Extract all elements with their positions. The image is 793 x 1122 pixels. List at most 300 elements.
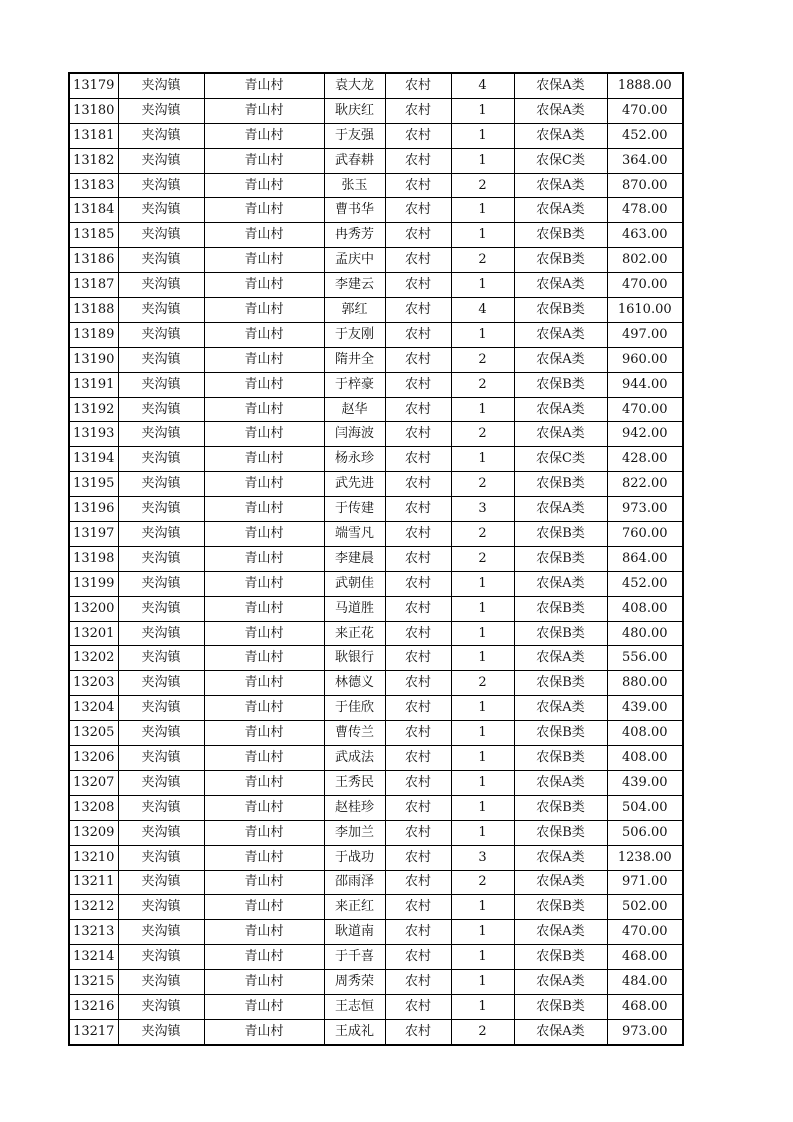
row-number-cell: 13198 — [69, 546, 118, 571]
household-size-cell: 4 — [451, 73, 514, 98]
insurance-category-cell: 农保B类 — [514, 522, 607, 547]
village-cell: 青山村 — [204, 571, 324, 596]
village-cell: 青山村 — [204, 497, 324, 522]
row-number-cell: 13217 — [69, 1019, 118, 1044]
row-number-cell: 13210 — [69, 845, 118, 870]
household-size-cell: 2 — [451, 372, 514, 397]
insurance-category-cell: 农保B类 — [514, 671, 607, 696]
household-type-cell: 农村 — [385, 621, 451, 646]
village-cell: 青山村 — [204, 721, 324, 746]
person-name-cell: 武朝佳 — [324, 571, 385, 596]
insurance-category-cell: 农保B类 — [514, 546, 607, 571]
insurance-category-cell: 农保A类 — [514, 73, 607, 98]
amount-cell: 1238.00 — [607, 845, 683, 870]
village-cell: 青山村 — [204, 994, 324, 1019]
row-number-cell: 13196 — [69, 497, 118, 522]
row-number-cell: 13197 — [69, 522, 118, 547]
household-type-cell: 农村 — [385, 522, 451, 547]
household-type-cell: 农村 — [385, 646, 451, 671]
household-size-cell: 2 — [451, 422, 514, 447]
village-cell: 青山村 — [204, 148, 324, 173]
amount-cell: 452.00 — [607, 571, 683, 596]
person-name-cell: 王志恒 — [324, 994, 385, 1019]
table-row — [69, 273, 683, 298]
town-cell: 夹沟镇 — [118, 73, 204, 98]
amount-cell: 960.00 — [607, 347, 683, 372]
amount-cell: 480.00 — [607, 621, 683, 646]
person-name-cell: 来正花 — [324, 621, 385, 646]
town-cell: 夹沟镇 — [118, 397, 204, 422]
town-cell: 夹沟镇 — [118, 98, 204, 123]
village-cell: 青山村 — [204, 347, 324, 372]
household-size-cell: 1 — [451, 273, 514, 298]
household-size-cell: 1 — [451, 123, 514, 148]
village-cell: 青山村 — [204, 322, 324, 347]
household-type-cell: 农村 — [385, 870, 451, 895]
household-type-cell: 农村 — [385, 671, 451, 696]
insurance-category-cell: 农保A类 — [514, 123, 607, 148]
row-number-cell: 13188 — [69, 298, 118, 323]
row-number-cell: 13194 — [69, 447, 118, 472]
village-cell: 青山村 — [204, 746, 324, 771]
household-size-cell: 2 — [451, 522, 514, 547]
amount-cell: 973.00 — [607, 497, 683, 522]
household-size-cell: 1 — [451, 223, 514, 248]
table-row — [69, 447, 683, 472]
table-row — [69, 73, 683, 98]
row-number-cell: 13187 — [69, 273, 118, 298]
person-name-cell: 来正红 — [324, 895, 385, 920]
village-cell: 青山村 — [204, 1019, 324, 1044]
town-cell: 夹沟镇 — [118, 372, 204, 397]
household-size-cell: 4 — [451, 298, 514, 323]
person-name-cell: 李加兰 — [324, 820, 385, 845]
insurance-category-cell: 农保A类 — [514, 98, 607, 123]
row-number-cell: 13179 — [69, 73, 118, 98]
household-size-cell: 3 — [451, 845, 514, 870]
person-name-cell: 于战功 — [324, 845, 385, 870]
table-row — [69, 347, 683, 372]
household-size-cell: 1 — [451, 447, 514, 472]
row-number-cell: 13186 — [69, 248, 118, 273]
insurance-category-cell: 农保B类 — [514, 994, 607, 1019]
amount-cell: 802.00 — [607, 248, 683, 273]
person-name-cell: 耿庆红 — [324, 98, 385, 123]
household-type-cell: 农村 — [385, 1019, 451, 1044]
row-number-cell: 13214 — [69, 945, 118, 970]
insurance-category-cell: 农保A类 — [514, 845, 607, 870]
town-cell: 夹沟镇 — [118, 770, 204, 795]
insurance-category-cell: 农保A类 — [514, 273, 607, 298]
insurance-category-cell: 农保A类 — [514, 397, 607, 422]
table-row — [69, 820, 683, 845]
insurance-category-cell: 农保B类 — [514, 223, 607, 248]
amount-cell: 971.00 — [607, 870, 683, 895]
village-cell: 青山村 — [204, 820, 324, 845]
village-cell: 青山村 — [204, 671, 324, 696]
amount-cell: 1888.00 — [607, 73, 683, 98]
table-row — [69, 497, 683, 522]
amount-cell: 364.00 — [607, 148, 683, 173]
insurance-category-cell: 农保B类 — [514, 372, 607, 397]
town-cell: 夹沟镇 — [118, 746, 204, 771]
household-size-cell: 1 — [451, 621, 514, 646]
amount-cell: 497.00 — [607, 322, 683, 347]
insurance-category-cell: 农保A类 — [514, 970, 607, 995]
person-name-cell: 马道胜 — [324, 596, 385, 621]
household-size-cell: 1 — [451, 970, 514, 995]
amount-cell: 973.00 — [607, 1019, 683, 1044]
town-cell: 夹沟镇 — [118, 546, 204, 571]
table-row — [69, 173, 683, 198]
household-type-cell: 农村 — [385, 173, 451, 198]
person-name-cell: 李建云 — [324, 273, 385, 298]
village-cell: 青山村 — [204, 845, 324, 870]
village-cell: 青山村 — [204, 173, 324, 198]
amount-cell: 468.00 — [607, 945, 683, 970]
town-cell: 夹沟镇 — [118, 596, 204, 621]
table-row — [69, 298, 683, 323]
household-type-cell: 农村 — [385, 472, 451, 497]
household-type-cell: 农村 — [385, 970, 451, 995]
household-type-cell: 农村 — [385, 123, 451, 148]
household-size-cell: 2 — [451, 472, 514, 497]
table-row — [69, 422, 683, 447]
household-type-cell: 农村 — [385, 721, 451, 746]
village-cell: 青山村 — [204, 870, 324, 895]
table-row — [69, 372, 683, 397]
household-size-cell: 1 — [451, 795, 514, 820]
town-cell: 夹沟镇 — [118, 497, 204, 522]
row-number-cell: 13199 — [69, 571, 118, 596]
town-cell: 夹沟镇 — [118, 696, 204, 721]
village-cell: 青山村 — [204, 98, 324, 123]
insurance-category-cell: 农保A类 — [514, 770, 607, 795]
household-size-cell: 1 — [451, 721, 514, 746]
insurance-category-cell: 农保B类 — [514, 298, 607, 323]
household-type-cell: 农村 — [385, 945, 451, 970]
household-size-cell: 2 — [451, 671, 514, 696]
amount-cell: 870.00 — [607, 173, 683, 198]
row-number-cell: 13209 — [69, 820, 118, 845]
town-cell: 夹沟镇 — [118, 1019, 204, 1044]
row-number-cell: 13204 — [69, 696, 118, 721]
town-cell: 夹沟镇 — [118, 671, 204, 696]
insurance-category-cell: 农保A类 — [514, 696, 607, 721]
table-row — [69, 571, 683, 596]
household-size-cell: 1 — [451, 198, 514, 223]
town-cell: 夹沟镇 — [118, 322, 204, 347]
village-cell: 青山村 — [204, 198, 324, 223]
household-type-cell: 农村 — [385, 372, 451, 397]
household-type-cell: 农村 — [385, 696, 451, 721]
village-cell: 青山村 — [204, 696, 324, 721]
household-size-cell: 1 — [451, 646, 514, 671]
table-row — [69, 123, 683, 148]
table-row — [69, 696, 683, 721]
village-cell: 青山村 — [204, 646, 324, 671]
village-cell: 青山村 — [204, 546, 324, 571]
person-name-cell: 袁大龙 — [324, 73, 385, 98]
row-number-cell: 13193 — [69, 422, 118, 447]
town-cell: 夹沟镇 — [118, 795, 204, 820]
town-cell: 夹沟镇 — [118, 621, 204, 646]
household-size-cell: 3 — [451, 497, 514, 522]
household-size-cell: 1 — [451, 148, 514, 173]
person-name-cell: 武春耕 — [324, 148, 385, 173]
amount-cell: 439.00 — [607, 696, 683, 721]
household-size-cell: 2 — [451, 870, 514, 895]
town-cell: 夹沟镇 — [118, 273, 204, 298]
row-number-cell: 13189 — [69, 322, 118, 347]
table-row — [69, 596, 683, 621]
row-number-cell: 13212 — [69, 895, 118, 920]
town-cell: 夹沟镇 — [118, 123, 204, 148]
row-number-cell: 13211 — [69, 870, 118, 895]
household-size-cell: 1 — [451, 322, 514, 347]
table-row — [69, 397, 683, 422]
row-number-cell: 13180 — [69, 98, 118, 123]
village-cell: 青山村 — [204, 372, 324, 397]
amount-cell: 942.00 — [607, 422, 683, 447]
household-type-cell: 农村 — [385, 895, 451, 920]
amount-cell: 556.00 — [607, 646, 683, 671]
person-name-cell: 耿银行 — [324, 646, 385, 671]
amount-cell: 478.00 — [607, 198, 683, 223]
household-size-cell: 1 — [451, 696, 514, 721]
household-size-cell: 1 — [451, 820, 514, 845]
village-cell: 青山村 — [204, 596, 324, 621]
household-type-cell: 农村 — [385, 994, 451, 1019]
household-type-cell: 农村 — [385, 746, 451, 771]
village-cell: 青山村 — [204, 920, 324, 945]
town-cell: 夹沟镇 — [118, 721, 204, 746]
village-cell: 青山村 — [204, 298, 324, 323]
person-name-cell: 周秀荣 — [324, 970, 385, 995]
person-name-cell: 张玉 — [324, 173, 385, 198]
table-row — [69, 920, 683, 945]
amount-cell: 439.00 — [607, 770, 683, 795]
table-row — [69, 98, 683, 123]
insurance-category-cell: 农保B类 — [514, 721, 607, 746]
records-table-body — [69, 73, 683, 1045]
amount-cell: 470.00 — [607, 273, 683, 298]
household-size-cell: 1 — [451, 596, 514, 621]
town-cell: 夹沟镇 — [118, 248, 204, 273]
town-cell: 夹沟镇 — [118, 472, 204, 497]
village-cell: 青山村 — [204, 422, 324, 447]
insurance-category-cell: 农保B类 — [514, 621, 607, 646]
village-cell: 青山村 — [204, 895, 324, 920]
household-size-cell: 1 — [451, 994, 514, 1019]
household-type-cell: 农村 — [385, 198, 451, 223]
person-name-cell: 武先进 — [324, 472, 385, 497]
row-number-cell: 13202 — [69, 646, 118, 671]
person-name-cell: 王成礼 — [324, 1019, 385, 1044]
household-size-cell: 2 — [451, 248, 514, 273]
household-type-cell: 农村 — [385, 298, 451, 323]
person-name-cell: 于佳欣 — [324, 696, 385, 721]
person-name-cell: 冉秀芳 — [324, 223, 385, 248]
row-number-cell: 13195 — [69, 472, 118, 497]
row-number-cell: 13207 — [69, 770, 118, 795]
person-name-cell: 曹书华 — [324, 198, 385, 223]
household-type-cell: 农村 — [385, 820, 451, 845]
person-name-cell: 于友强 — [324, 123, 385, 148]
row-number-cell: 13184 — [69, 198, 118, 223]
village-cell: 青山村 — [204, 795, 324, 820]
town-cell: 夹沟镇 — [118, 820, 204, 845]
row-number-cell: 13182 — [69, 148, 118, 173]
village-cell: 青山村 — [204, 447, 324, 472]
household-size-cell: 1 — [451, 945, 514, 970]
person-name-cell: 赵桂珍 — [324, 795, 385, 820]
person-name-cell: 邵雨泽 — [324, 870, 385, 895]
person-name-cell: 孟庆中 — [324, 248, 385, 273]
row-number-cell: 13181 — [69, 123, 118, 148]
town-cell: 夹沟镇 — [118, 148, 204, 173]
village-cell: 青山村 — [204, 770, 324, 795]
household-type-cell: 农村 — [385, 248, 451, 273]
row-number-cell: 13216 — [69, 994, 118, 1019]
household-size-cell: 2 — [451, 546, 514, 571]
table-row — [69, 546, 683, 571]
row-number-cell: 13190 — [69, 347, 118, 372]
town-cell: 夹沟镇 — [118, 198, 204, 223]
row-number-cell: 13205 — [69, 721, 118, 746]
amount-cell: 408.00 — [607, 596, 683, 621]
household-size-cell: 2 — [451, 173, 514, 198]
person-name-cell: 杨永珍 — [324, 447, 385, 472]
person-name-cell: 王秀民 — [324, 770, 385, 795]
table-row — [69, 646, 683, 671]
insurance-category-cell: 农保A类 — [514, 870, 607, 895]
household-size-cell: 1 — [451, 397, 514, 422]
row-number-cell: 13200 — [69, 596, 118, 621]
insurance-category-cell: 农保B类 — [514, 746, 607, 771]
household-type-cell: 农村 — [385, 845, 451, 870]
person-name-cell: 于梓豪 — [324, 372, 385, 397]
amount-cell: 470.00 — [607, 397, 683, 422]
table-row — [69, 223, 683, 248]
household-size-cell: 1 — [451, 770, 514, 795]
town-cell: 夹沟镇 — [118, 173, 204, 198]
insurance-category-cell: 农保A类 — [514, 198, 607, 223]
table-row — [69, 994, 683, 1019]
insurance-category-cell: 农保B类 — [514, 945, 607, 970]
amount-cell: 408.00 — [607, 746, 683, 771]
person-name-cell: 郭红 — [324, 298, 385, 323]
village-cell: 青山村 — [204, 522, 324, 547]
household-type-cell: 农村 — [385, 571, 451, 596]
amount-cell: 428.00 — [607, 447, 683, 472]
table-row — [69, 795, 683, 820]
insurance-category-cell: 农保A类 — [514, 422, 607, 447]
person-name-cell: 武成法 — [324, 746, 385, 771]
insurance-category-cell: 农保B类 — [514, 820, 607, 845]
amount-cell: 880.00 — [607, 671, 683, 696]
household-type-cell: 农村 — [385, 223, 451, 248]
town-cell: 夹沟镇 — [118, 994, 204, 1019]
table-row — [69, 472, 683, 497]
person-name-cell: 于友刚 — [324, 322, 385, 347]
village-cell: 青山村 — [204, 970, 324, 995]
town-cell: 夹沟镇 — [118, 223, 204, 248]
person-name-cell: 于传建 — [324, 497, 385, 522]
town-cell: 夹沟镇 — [118, 970, 204, 995]
household-type-cell: 农村 — [385, 596, 451, 621]
village-cell: 青山村 — [204, 621, 324, 646]
table-row — [69, 671, 683, 696]
row-number-cell: 13203 — [69, 671, 118, 696]
person-name-cell: 闫海波 — [324, 422, 385, 447]
amount-cell: 506.00 — [607, 820, 683, 845]
amount-cell: 452.00 — [607, 123, 683, 148]
amount-cell: 463.00 — [607, 223, 683, 248]
insurance-category-cell: 农保A类 — [514, 497, 607, 522]
table-row — [69, 522, 683, 547]
household-type-cell: 农村 — [385, 920, 451, 945]
table-row — [69, 970, 683, 995]
insurance-category-cell: 农保B类 — [514, 248, 607, 273]
person-name-cell: 李建晨 — [324, 546, 385, 571]
household-type-cell: 农村 — [385, 273, 451, 298]
records-table — [68, 72, 684, 1046]
village-cell: 青山村 — [204, 397, 324, 422]
household-type-cell: 农村 — [385, 770, 451, 795]
insurance-category-cell: 农保A类 — [514, 347, 607, 372]
household-size-cell: 2 — [451, 347, 514, 372]
household-type-cell: 农村 — [385, 447, 451, 472]
household-type-cell: 农村 — [385, 422, 451, 447]
table-row — [69, 148, 683, 173]
town-cell: 夹沟镇 — [118, 347, 204, 372]
village-cell: 青山村 — [204, 273, 324, 298]
table-row — [69, 770, 683, 795]
household-type-cell: 农村 — [385, 73, 451, 98]
amount-cell: 944.00 — [607, 372, 683, 397]
village-cell: 青山村 — [204, 73, 324, 98]
town-cell: 夹沟镇 — [118, 298, 204, 323]
person-name-cell: 耿道南 — [324, 920, 385, 945]
amount-cell: 470.00 — [607, 98, 683, 123]
amount-cell: 470.00 — [607, 920, 683, 945]
household-type-cell: 农村 — [385, 546, 451, 571]
household-type-cell: 农村 — [385, 322, 451, 347]
table-row — [69, 870, 683, 895]
insurance-category-cell: 农保A类 — [514, 322, 607, 347]
table-row — [69, 198, 683, 223]
village-cell: 青山村 — [204, 223, 324, 248]
amount-cell: 468.00 — [607, 994, 683, 1019]
household-type-cell: 农村 — [385, 397, 451, 422]
table-row — [69, 621, 683, 646]
town-cell: 夹沟镇 — [118, 422, 204, 447]
household-type-cell: 农村 — [385, 347, 451, 372]
village-cell: 青山村 — [204, 248, 324, 273]
person-name-cell: 赵华 — [324, 397, 385, 422]
insurance-category-cell: 农保B类 — [514, 795, 607, 820]
amount-cell: 502.00 — [607, 895, 683, 920]
town-cell: 夹沟镇 — [118, 646, 204, 671]
household-type-cell: 农村 — [385, 497, 451, 522]
table-row — [69, 845, 683, 870]
insurance-category-cell: 农保B类 — [514, 472, 607, 497]
amount-cell: 1610.00 — [607, 298, 683, 323]
town-cell: 夹沟镇 — [118, 920, 204, 945]
amount-cell: 760.00 — [607, 522, 683, 547]
insurance-category-cell: 农保C类 — [514, 148, 607, 173]
